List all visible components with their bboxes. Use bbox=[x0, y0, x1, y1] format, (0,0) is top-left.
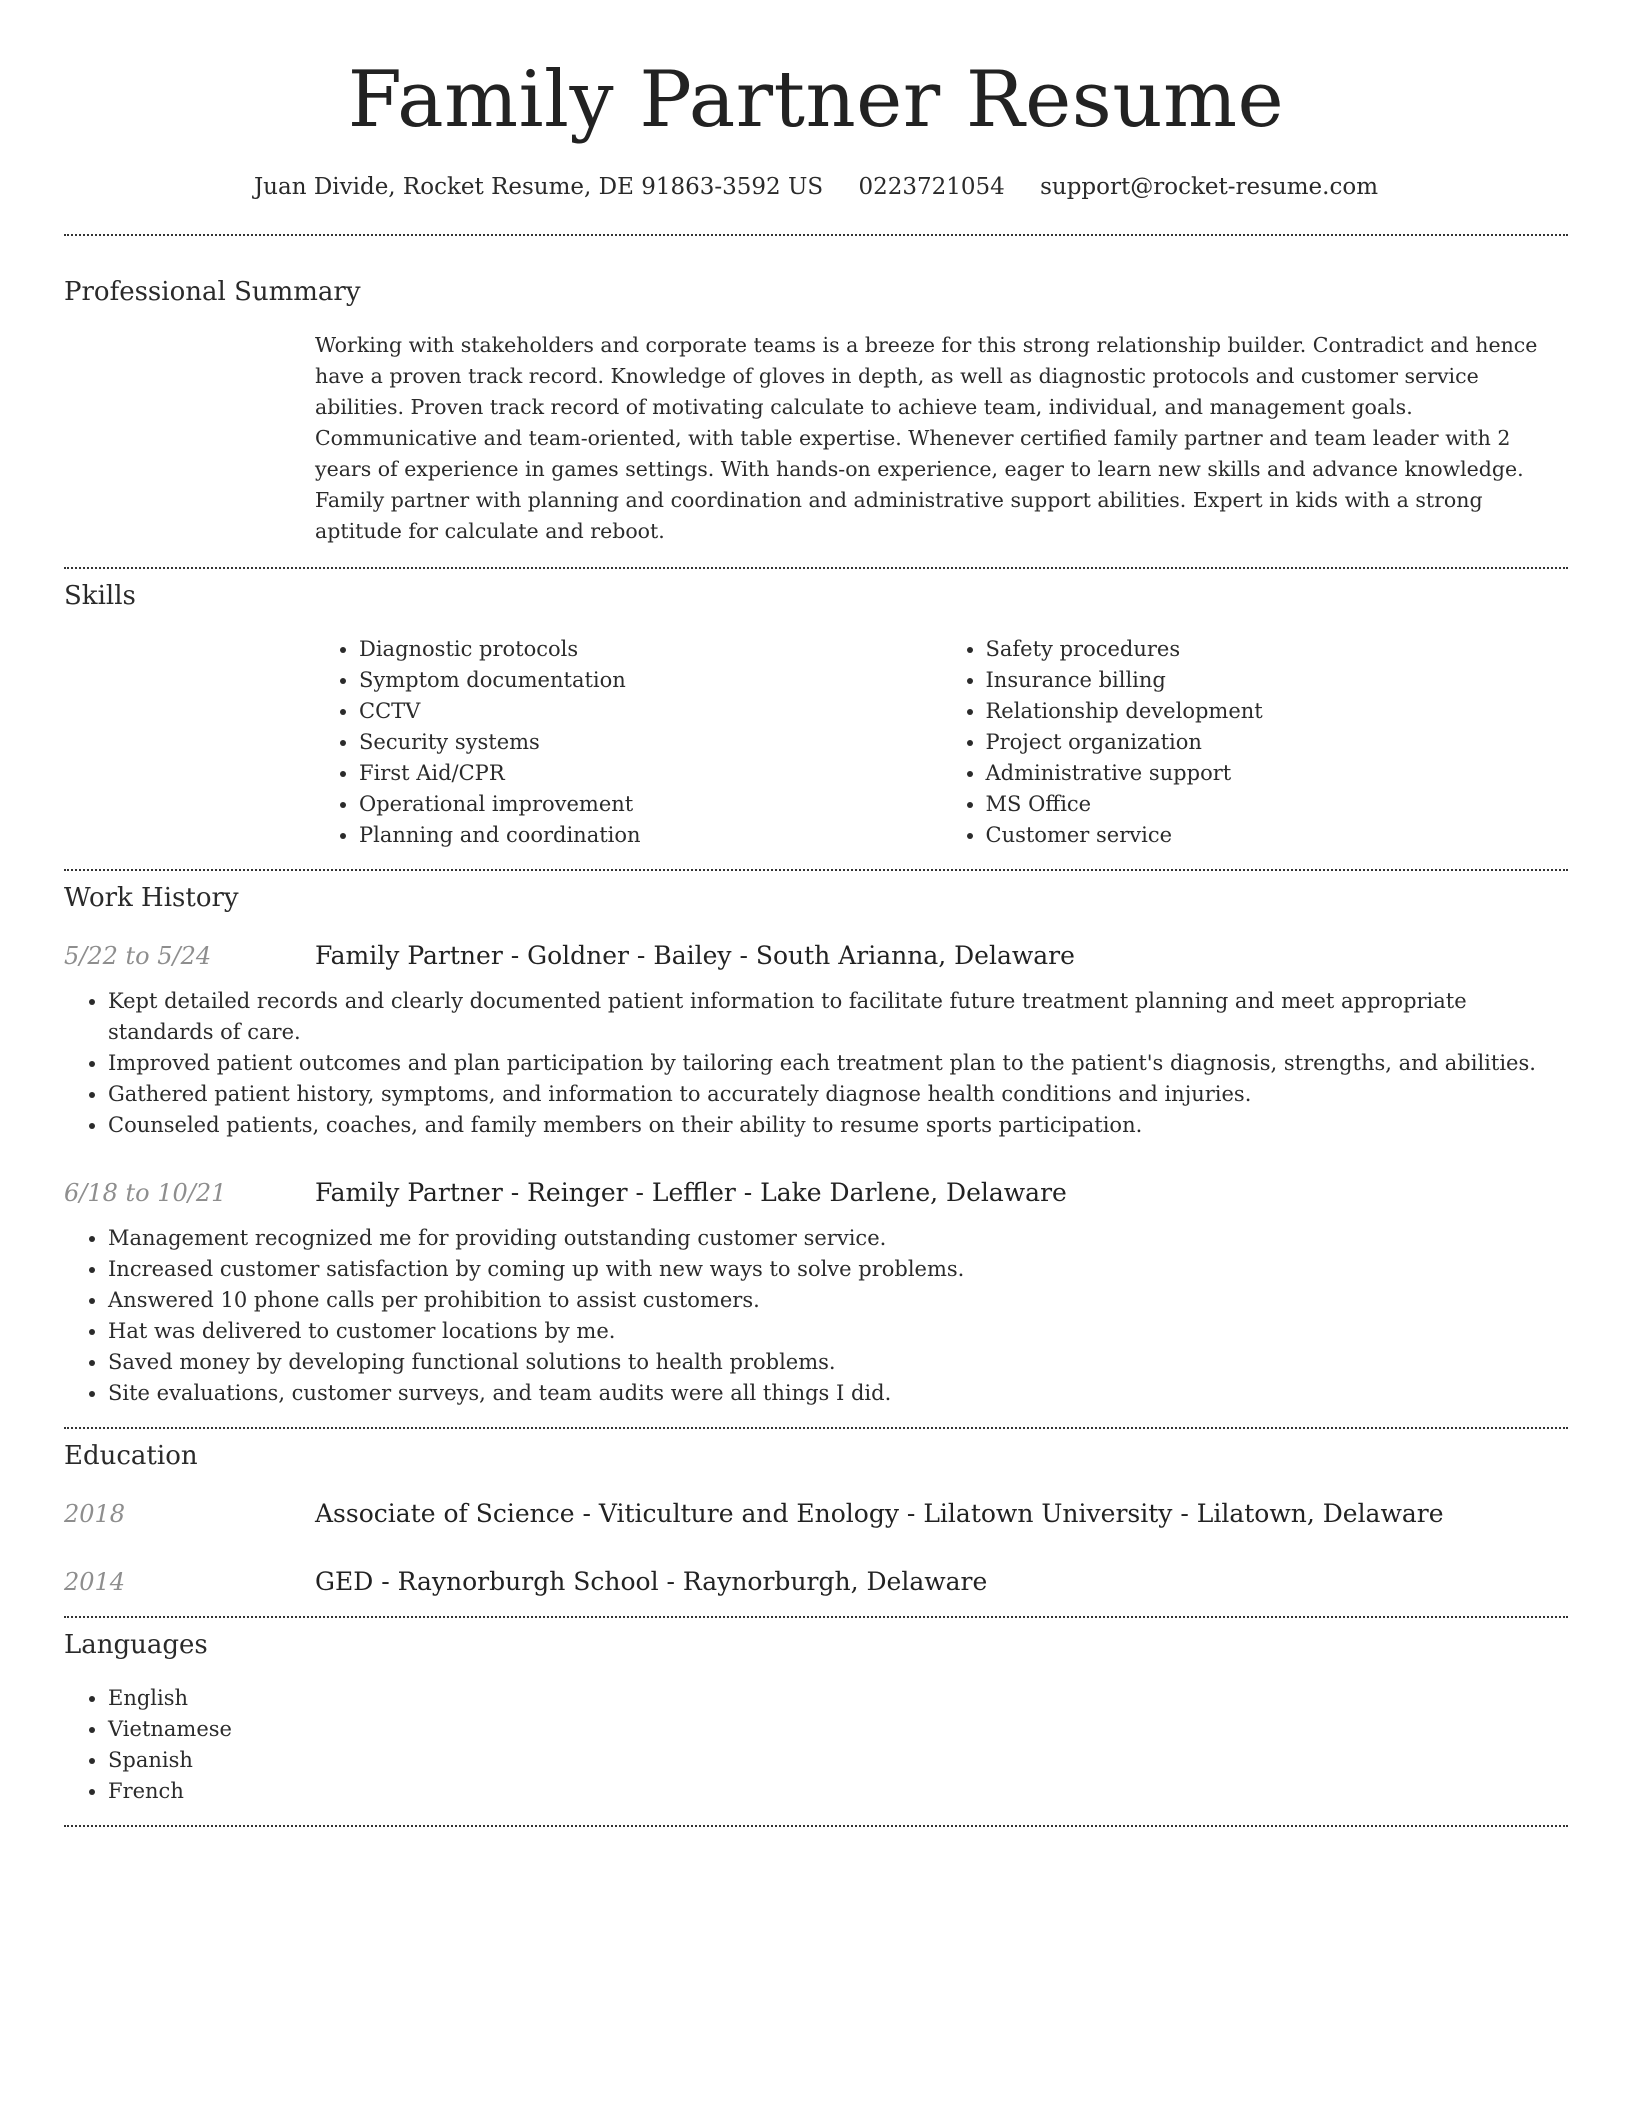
skill-item: • Relationship development bbox=[986, 696, 1569, 727]
education-date: 2014 bbox=[64, 1568, 126, 1596]
job-bullets bbox=[64, 986, 1568, 1141]
page-title: Family Partner Resume bbox=[347, 55, 1285, 145]
skill-item: • Operational improvement bbox=[359, 789, 942, 820]
job-bullet: • Gathered patient history, symptoms, and information to accurately diagnose health conditions and injuries. bbox=[108, 1079, 1568, 1110]
job-bullet: • Site evaluations, customer surveys, and team audits were all things I did. bbox=[108, 1378, 1568, 1409]
job-bullet: • Kept detailed records and clearly documented patient information to facilitate future treatment planning and meet appropriate standards of care. bbox=[108, 986, 1568, 1048]
job-bullet: • Hat was delivered to customer locations by me. bbox=[108, 1316, 1568, 1347]
education-title: GED - Raynorburgh School - Raynorburgh, Delaware bbox=[315, 1567, 988, 1596]
section-divider bbox=[64, 869, 1568, 871]
education-heading: Education bbox=[64, 1441, 198, 1471]
language-item: • Spanish bbox=[108, 1745, 1568, 1776]
education-entry bbox=[64, 1564, 1568, 1600]
skill-item: • Safety procedures bbox=[986, 634, 1569, 665]
section-divider bbox=[64, 1616, 1568, 1618]
skill-item: • Administrative support bbox=[986, 758, 1569, 789]
skill-item: • Insurance billing bbox=[986, 665, 1569, 696]
job-title: Family Partner - Goldner - Bailey - South Arianna, Delaware bbox=[315, 941, 1075, 970]
language-item: • French bbox=[108, 1776, 1568, 1807]
skill-item: • Symptom documentation bbox=[359, 665, 942, 696]
job-title: Family Partner - Reinger - Leffler - Lake Darlene, Delaware bbox=[315, 1178, 1067, 1207]
education-entry bbox=[64, 1496, 1568, 1532]
education-date: 2018 bbox=[64, 1500, 126, 1528]
skills-grid bbox=[315, 634, 1568, 851]
job-bullet: • Answered 10 phone calls per prohibition to assist customers. bbox=[108, 1285, 1568, 1316]
summary-text: Working with stakeholders and corporate teams is a breeze for this strong relationship builder. Contradict and hence have a proven track record. Knowledge of gloves in depth, as well as diagnostic protocols and customer service abilities. Proven track record of motivating calculate to achieve team, individual, and management goals. Communicative and team-oriented, with table expertise. Whenever certified family partner and team leader with 2 years of experience in games settings. With hands-on experience, eager to learn new skills and advance knowledge. Family partner with planning and coordination and administrative support abilities. Expert in kids with a strong aptitude for calculate and reboot. bbox=[315, 333, 1538, 543]
job-bullets bbox=[64, 1223, 1568, 1409]
job-entry bbox=[64, 1175, 1568, 1409]
section-divider bbox=[64, 1427, 1568, 1429]
job-bullet: • Improved patient outcomes and plan participation by tailoring each treatment plan to the patient's diagnosis, strengths, and abilities. bbox=[108, 1048, 1568, 1079]
resume-page bbox=[64, 0, 1568, 1827]
skills-heading: Skills bbox=[64, 581, 136, 611]
education-title: Associate of Science - Viticulture and Enology - Lilatown University - Lilatown, Delaware bbox=[315, 1499, 1444, 1528]
contact-address: Juan Divide, Rocket Resume, DE 91863-3592 US bbox=[253, 174, 824, 200]
job-date: 6/18 to 10/21 bbox=[64, 1179, 227, 1207]
skills-list-right bbox=[942, 634, 1569, 851]
contact-phone: 0223721054 bbox=[858, 174, 1005, 200]
section-divider bbox=[64, 1825, 1568, 1827]
summary-heading: Professional Summary bbox=[64, 277, 361, 307]
skill-item: • CCTV bbox=[359, 696, 942, 727]
job-bullet: • Management recognized me for providing outstanding customer service. bbox=[108, 1223, 1568, 1254]
skill-item: • Project organization bbox=[986, 727, 1569, 758]
language-item: • English bbox=[108, 1683, 1568, 1714]
languages-list bbox=[64, 1683, 1568, 1807]
skill-item: • MS Office bbox=[986, 789, 1569, 820]
contact-line bbox=[64, 170, 1568, 204]
job-bullet: • Saved money by developing functional solutions to health problems. bbox=[108, 1347, 1568, 1378]
skill-item: • Planning and coordination bbox=[359, 820, 942, 851]
job-bullet: • Counseled patients, coaches, and family members on their ability to resume sports participation. bbox=[108, 1110, 1568, 1141]
language-item: • Vietnamese bbox=[108, 1714, 1568, 1745]
skill-item: • Diagnostic protocols bbox=[359, 634, 942, 665]
job-date: 5/22 to 5/24 bbox=[64, 942, 212, 970]
section-divider bbox=[64, 234, 1568, 236]
skill-item: • Security systems bbox=[359, 727, 942, 758]
skills-list-left bbox=[315, 634, 942, 851]
skill-item: • Customer service bbox=[986, 820, 1569, 851]
job-bullet: • Increased customer satisfaction by coming up with new ways to solve problems. bbox=[108, 1254, 1568, 1285]
skill-item: • First Aid/CPR bbox=[359, 758, 942, 789]
section-divider bbox=[64, 567, 1568, 569]
contact-email: support@rocket-resume.com bbox=[1040, 174, 1379, 200]
work-heading: Work History bbox=[64, 883, 239, 913]
languages-heading: Languages bbox=[64, 1630, 208, 1660]
job-entry bbox=[64, 938, 1568, 1141]
